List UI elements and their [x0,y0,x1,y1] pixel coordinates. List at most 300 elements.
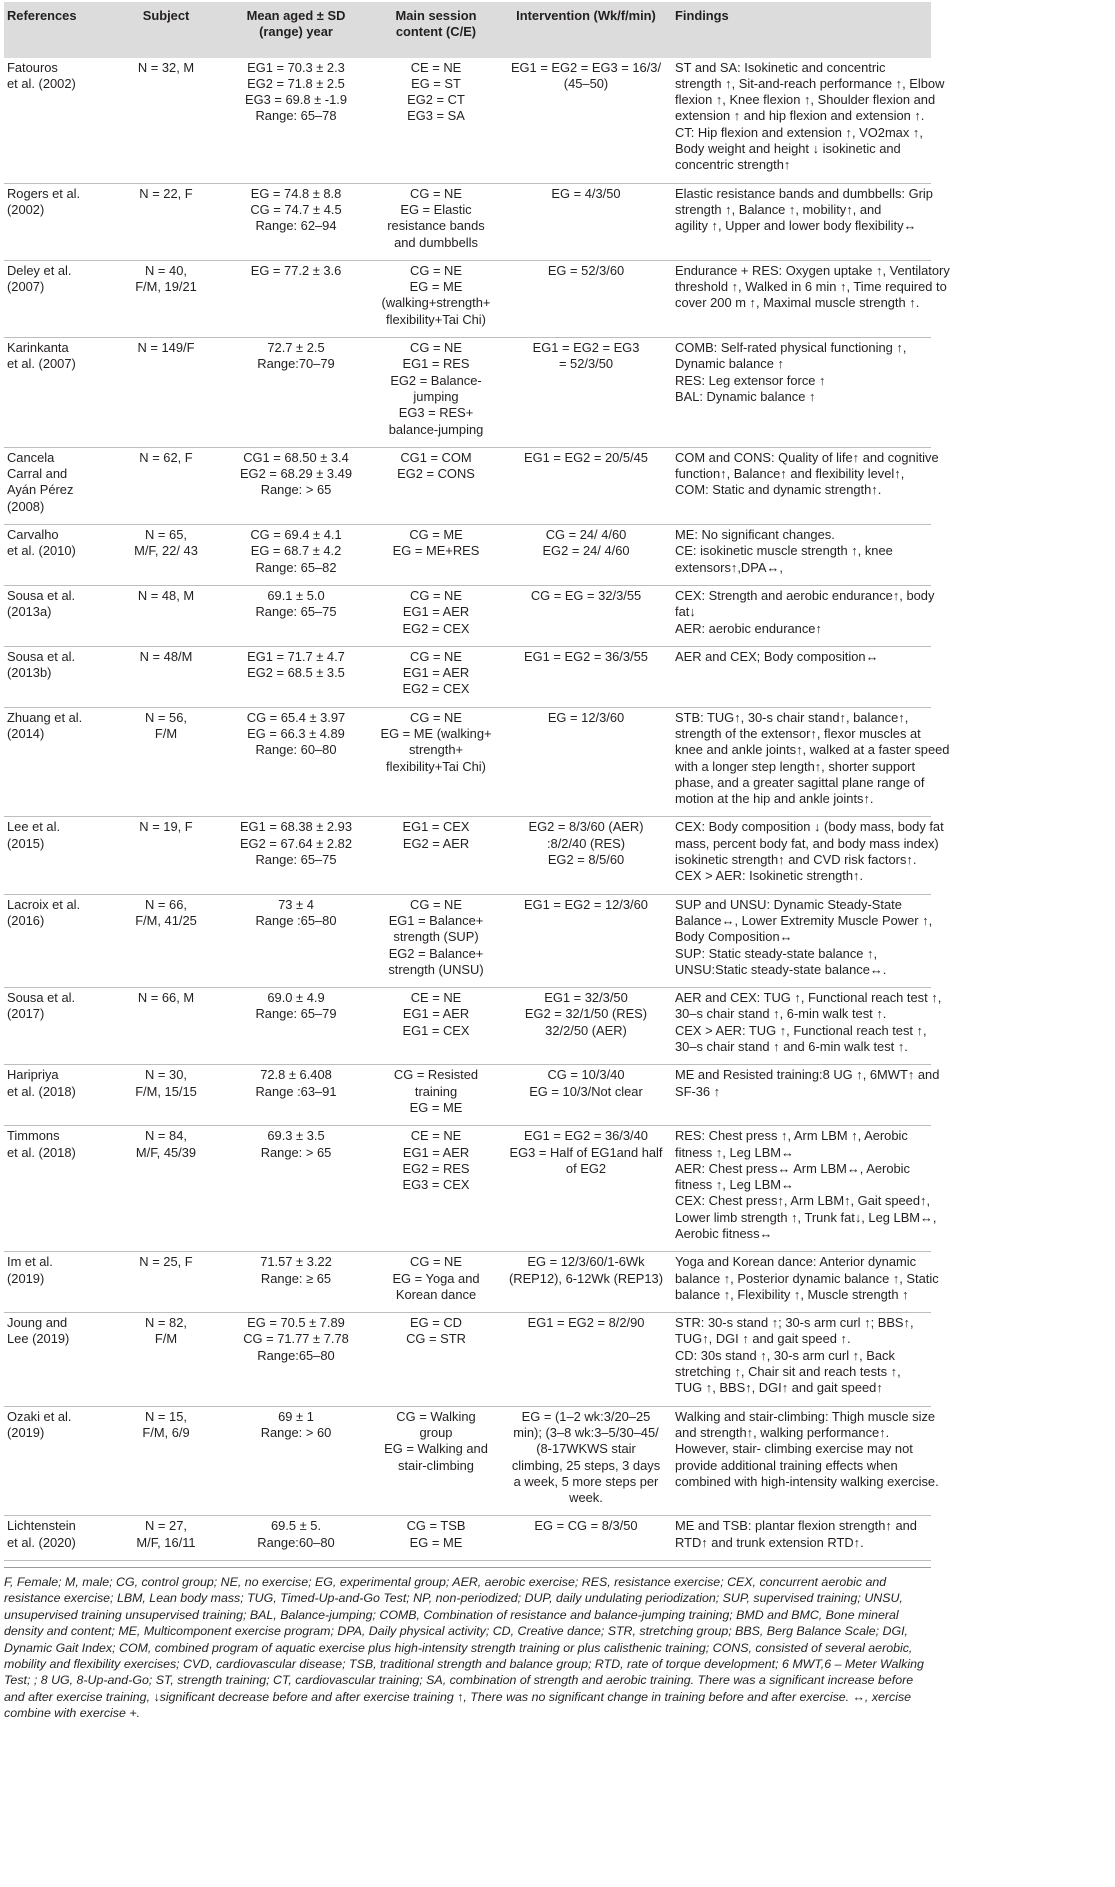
cell-age [220,1252,372,1313]
cell-age [220,58,372,184]
cell-session-line: CG = NE [410,185,462,201]
cell-references-line: Sousa et al. [7,990,76,1006]
cell-session [372,525,500,586]
cell-session [372,183,500,260]
cell-references-line: Cancela [7,449,55,465]
cell-session-line: flexibility+Tai Chi) [386,311,486,327]
cell-age-line: CG = 65.4 ± 3.97 [246,709,346,725]
cell-references-line: (2008) [7,498,45,514]
cell-findings-line: and strength↑, walking performance↑. [675,1424,890,1440]
cell-intervention [500,1516,672,1561]
cell-findings-line: isokinetic strength↑ and CVD risk factors↑. [675,852,917,868]
cell-findings [672,1065,940,1126]
cell-session-line: stair-climbing [398,1457,474,1473]
cell-session [372,817,500,894]
cell-session-line: EG3 = SA [407,108,465,124]
cell-session-line: balance-jumping [388,421,484,437]
cell-age [220,1313,372,1406]
cell-age [220,707,372,817]
cell-findings-line: Aerobic fitness↔ [675,1226,773,1241]
cell-intervention [500,1252,672,1313]
cell-findings-line: ST and SA: Isokinetic and concentric [675,59,886,75]
cell-intervention-line: EG2 = 32/1/50 (RES) [524,1006,648,1022]
cell-intervention-line: EG = 52/3/60 [547,262,625,278]
cell-age-line: EG = 68.7 ± 4.2 [250,543,342,559]
cell-subject-line: N = 15, [145,1408,187,1424]
cell-subject-line: M/F, 16/11 [136,1534,196,1550]
cell-age [220,260,372,337]
cell-session-line: CG = ME [409,527,463,543]
cell-intervention-line: EG = 4/3/50 [551,185,621,201]
cell-intervention-line: EG = (1–2 wk:3/20–25 [521,1408,651,1424]
table-body [4,58,950,1561]
cell-session [372,894,500,987]
cell-session-line: EG1 = AER [402,665,470,681]
cell-subject [112,447,220,524]
cell-findings-line: function↑, Balance↑ and flexibility level↑, [675,466,905,482]
cell-references-line: Sousa et al. [7,587,76,603]
cell-session-line: CG = Walking [396,1408,476,1424]
table-row [4,988,931,1065]
cell-findings-line: TUG↑, DGI ↑ and gait speed ↑. [675,1331,851,1347]
cell-session-line: and dumbbells [394,234,478,250]
cell-session-line: EG2 = CONS [397,466,475,482]
cell-findings-line: CEX: Chest press↑, Arm LBM↑, Gait speed↑, [675,1193,931,1209]
cell-session [372,338,500,448]
cell-session [372,707,500,817]
cell-intervention-line: EG2 = 8/3/60 (AER) [528,819,644,835]
cell-references [4,260,112,337]
cell-findings-line: phase, and a greater sagittal plane range of [675,774,925,790]
cell-findings-line: Body Composition↔ [675,929,793,945]
cell-subject-line: N = 40, [145,262,187,278]
cell-references-line: (2016) [7,912,45,928]
cell-findings-line: balance ↑, Posterior dynamic balance ↑, Static [675,1270,939,1286]
cell-session-line: jumping [413,388,459,404]
header-intervention: Intervention (Wk/f/min) [516,8,656,23]
cell-findings-line: AER and CEX: TUG ↑, Functional reach test ↑, [675,990,942,1006]
cell-session [372,585,500,646]
cell-subject-line: N = 48/M [139,648,193,664]
cell-subject-line: F/M, 19/21 [135,279,197,295]
cell-session-line: EG = Walking and [384,1441,488,1457]
cell-subject-line: M/F, 22/ 43 [134,543,198,559]
cell-intervention-line: EG = 12/3/60/1-6Wk [527,1254,645,1270]
cell-references-line: et al. (2007) [7,356,76,372]
cell-session [372,58,500,184]
cell-subject [112,1313,220,1406]
cell-session [372,1065,500,1126]
cell-intervention-line: (REP12), 6-12Wk (REP13) [508,1270,663,1286]
cell-age-line: 69.1 ± 5.0 [267,587,325,603]
header-subject: Subject [142,8,190,23]
cell-findings-line: strength ↑, Balance ↑, mobility↑, and [675,201,882,217]
cell-findings [672,1313,931,1406]
cell-intervention-line: min); (3–8 wk:3–5/30–45/ [513,1424,659,1440]
cell-age-line: 69.5 ± 5. [270,1518,322,1534]
cell-references-line: Carvalho [7,527,59,543]
cell-age-line: EG2 = 67.64 ± 2.82 [239,835,353,851]
cell-session-line: CG = NE [410,587,462,603]
cell-session-line: EG1 = AER [402,1006,470,1022]
cell-session-line: EG3 = RES+ [398,405,474,421]
cell-findings-line: stretching ↑, Chair sit and reach tests ↑, [675,1364,901,1380]
cell-findings-line: 30–s chair stand ↑, 6-min walk test ↑. [675,1006,887,1022]
cell-age-line: EG1 = 70.3 ± 2.3 [247,59,345,75]
cell-subject [112,1516,220,1561]
cell-findings-line: motion at the hip and ankle joints↑. [675,791,874,807]
cell-subject-line: F/M, 15/15 [135,1083,197,1099]
cell-findings-line: CEX > AER: Isokinetic strength↑. [675,868,864,884]
cell-references [4,1065,112,1126]
studies-table [4,2,950,1561]
cell-age-line: Range:65–80 [257,1347,335,1363]
cell-findings-line: flexion ↑, Knee flexion ↑, Shoulder flexion and [675,92,936,108]
cell-findings-line: SUP and UNSU: Dynamic Steady-State [675,896,902,912]
cell-intervention [500,58,672,184]
cell-findings-line: COMB: Self-rated physical functioning ↑, [675,340,907,356]
cell-session [372,1126,500,1252]
cell-references-line: (2019) [7,1424,45,1440]
cell-references-line: Sousa et al. [7,648,76,664]
cell-session-line: training [414,1083,458,1099]
cell-intervention-line: :8/2/40 (RES) [546,835,626,851]
table-row [4,1516,931,1561]
cell-findings [672,260,950,337]
cell-references-line: et al. (2018) [7,1083,76,1099]
cell-subject [112,1065,220,1126]
cell-subject [112,988,220,1065]
cell-intervention [500,183,672,260]
cell-session [372,1516,500,1561]
cell-subject-line: N = 149/F [137,340,195,356]
cell-session-line: CG = STR [406,1331,466,1347]
cell-age-line: Range:60–80 [257,1534,335,1550]
cell-age-line: EG2 = 68.5 ± 3.5 [247,665,345,681]
cell-findings-line: CD: 30s stand ↑, 30-s arm curl ↑, Back [675,1347,895,1363]
cell-findings-line: cover 200 m ↑, Maximal muscle strength ↑. [675,295,920,311]
cell-intervention-line: EG = 10/3/Not clear [529,1083,643,1099]
cell-findings [672,1252,939,1313]
cell-references [4,1406,112,1516]
cell-references [4,58,112,184]
cell-session-line: EG = ME [409,279,463,295]
cell-session [372,260,500,337]
cell-references-line: Lee et al. [7,819,61,835]
cell-session-line: CE = NE [410,990,462,1006]
cell-intervention [500,894,672,987]
cell-findings [672,338,931,448]
cell-intervention-line: = 52/3/50 [558,356,614,372]
cell-intervention-line: of EG2 [565,1160,607,1176]
cell-intervention-line: EG1 = EG2 = 12/3/60 [524,896,648,912]
cell-findings [672,1516,931,1561]
cell-findings-line: ME and TSB: plantar flexion strength↑ and [675,1518,917,1534]
cell-findings-line: 30–s chair stand ↑ and 6-min walk test ↑. [675,1039,908,1055]
cell-subject-line: N = 56, [145,709,187,725]
cell-findings [672,988,942,1065]
cell-findings-line: agility ↑, Upper and lower body flexibility↔ [675,218,917,234]
cell-session-line: EG = Yoga and [392,1270,480,1286]
cell-age-line: Range: 65–75 [255,604,337,620]
cell-references-line: (2007) [7,279,45,295]
cell-age-line: EG = 66.3 ± 4.89 [247,725,345,741]
cell-findings-line: Body weight and height ↓ isokinetic and [675,141,901,157]
cell-references-line: Zhuang et al. [7,709,83,725]
cell-age-line: Range: 65–75 [255,852,337,868]
cell-subject-line: N = 66, [145,896,187,912]
cell-session-line: EG2 = Balance+ [388,945,484,961]
cell-session-line: Korean dance [395,1286,477,1302]
cell-references [4,646,112,707]
cell-session-line: EG = Elastic [400,201,472,217]
cell-findings-line: CEX: Body composition ↓ (body mass, body fat [675,819,944,835]
table-row [4,338,931,448]
cell-findings [672,707,950,817]
cell-session [372,1406,500,1516]
header-findings: Findings [675,8,729,23]
cell-findings [672,447,939,524]
cell-subject [112,646,220,707]
cell-references-line: Lichtenstein [7,1518,76,1534]
cell-findings [672,585,935,646]
cell-age [220,894,372,987]
cell-references [4,707,112,817]
cell-age [220,1516,372,1561]
cell-references [4,183,112,260]
cell-intervention-line: CG = 10/3/40 [547,1067,625,1083]
cell-references-line: Lee (2019) [7,1331,70,1347]
cell-session-line: EG1 = AER [402,604,470,620]
cell-subject [112,894,220,987]
cell-findings [672,646,931,707]
cell-references-line: (2013a) [7,604,52,620]
cell-findings-line: BAL: Dynamic balance ↑ [675,388,816,404]
cell-references [4,585,112,646]
cell-session-line: CG = NE [410,1254,462,1270]
cell-subject [112,1252,220,1313]
cell-age-line: Range: > 65 [260,482,332,498]
cell-findings-line: extension ↑ and hip flexion and extension ↑. [675,108,925,124]
cell-findings-line: concentric strength↑ [675,157,791,173]
cell-session [372,1313,500,1406]
cell-age-line: EG = 77.2 ± 3.6 [250,262,342,278]
cell-session-line: strength+ [408,742,464,758]
cell-age-line: 69.3 ± 3.5 [267,1128,325,1144]
cell-session [372,447,500,524]
cell-references [4,1313,112,1406]
cell-subject [112,585,220,646]
table-row [4,1406,931,1516]
cell-findings-line: UNSU:Static steady-state balance↔. [675,961,887,977]
cell-references [4,447,112,524]
cell-findings-line: threshold ↑, Walked in 6 min ↑, Time required to [675,279,947,295]
cell-age-line: 71.57 ± 3.22 [260,1254,332,1270]
cell-references-line: Deley et al. [7,262,72,278]
cell-references-line: (2013b) [7,665,52,681]
cell-findings-line: ME and Resisted training:8 UG ↑, 6MWT↑ and [675,1067,940,1083]
cell-subject-line: N = 32, M [137,59,195,75]
cell-findings-line: SUP: Static steady-state balance ↑, [675,945,878,961]
cell-intervention-line: EG3 = Half of EG1and half [509,1144,663,1160]
cell-age [220,447,372,524]
cell-findings [672,1126,937,1252]
cell-session-line: strength (SUP) [393,929,479,945]
cell-findings-line: strength ↑, Sit-and-reach performance ↑, Elbow [675,75,945,91]
cell-session-line: CG = NE [410,262,462,278]
cell-intervention [500,525,672,586]
cell-session-line: EG2 = RES [402,1160,470,1176]
cell-age-line: EG = 70.5 ± 7.89 [247,1315,345,1331]
cell-subject-line: N = 48, M [137,587,195,603]
cell-subject-line: N = 84, [145,1128,187,1144]
cell-subject-line: N = 30, [145,1067,187,1083]
cell-subject [112,338,220,448]
cell-intervention [500,1406,672,1516]
cell-findings-line: SF-36 ↑ [675,1083,721,1099]
cell-findings-line: combined with high-intensity walking exercise. [675,1473,939,1489]
cell-references-line: Ayán Pérez [7,482,74,498]
table-row [4,183,931,260]
cell-subject-line: N = 65, [145,527,187,543]
cell-references [4,1126,112,1252]
cell-findings [672,1406,939,1516]
cell-intervention [500,646,672,707]
cell-intervention-line: (8-17WKWS stair [536,1441,636,1457]
cell-references-line: Lacroix et al. [7,896,81,912]
cell-references-line: et al. (2018) [7,1144,76,1160]
cell-session-line: EG1 = CEX [402,819,470,835]
cell-references-line: (2014) [7,725,45,741]
cell-subject-line: N = 66, M [137,990,195,1006]
cell-age-line: 72.8 ± 6.408 [260,1067,332,1083]
cell-findings-line: AER: Chest press↔ Arm LBM↔, Aerobic [675,1160,910,1176]
cell-references [4,894,112,987]
cell-findings-line: CEX: Strength and aerobic endurance↑, body [675,587,935,603]
cell-age-line: 69 ± 1 [278,1408,314,1424]
cell-references-line: et al. (2002) [7,75,76,91]
cell-intervention-line: EG1 = EG2 = EG3 [532,340,640,356]
cell-age-line: Range: > 60 [260,1424,332,1440]
cell-session-line: CG1 = COM [400,449,472,465]
cell-findings-line: RTD↑ and trunk extension RTD↑. [675,1534,864,1550]
cell-age-line: Range: 60–80 [255,742,337,758]
cell-session-line: (walking+strength+ [381,295,491,311]
cell-subject-line: N = 82, [145,1315,187,1331]
cell-references-line: et al. (2010) [7,543,76,559]
cell-age-line: CG = 74.7 ± 4.5 [250,201,342,217]
cell-findings-line: fitness ↑, Leg LBM↔ [675,1177,794,1193]
cell-subject-line: N = 27, [145,1518,187,1534]
cell-subject-line: N = 22, F [139,185,193,201]
cell-findings-line: Elastic resistance bands and dumbbells: Grip [675,185,933,201]
cell-intervention-line: a week, 5 more steps per [513,1473,659,1489]
cell-references-line: (2002) [7,201,45,217]
cell-references-line: Ozaki et al. [7,1408,72,1424]
cell-intervention-line: climbing, 25 steps, 3 days [511,1457,661,1473]
cell-session-line: EG2 = CT [407,92,465,108]
cell-age [220,988,372,1065]
cell-age [220,585,372,646]
cell-intervention-line: (45–50) [563,75,609,91]
cell-age-line: Range: 65–82 [255,559,337,575]
cell-intervention-line: EG = CG = 8/3/50 [534,1518,638,1534]
cell-age-line: Range: 65–78 [255,108,337,124]
cell-references [4,525,112,586]
cell-findings-line: strength of the extensor↑, flexor muscles at [675,725,921,741]
cell-findings-line: CEX > AER: TUG ↑, Functional reach test ↑, [675,1022,927,1038]
cell-findings-line: COM: Static and dynamic strength↑. [675,482,882,498]
cell-session [372,1252,500,1313]
cell-age-line: EG1 = 71.7 ± 4.7 [247,648,345,664]
cell-subject [112,1406,220,1516]
cell-session-line: EG1 = Balance+ [388,912,484,928]
cell-subject [112,1126,220,1252]
cell-age [220,1065,372,1126]
cell-subject-line: F/M [154,1331,178,1347]
cell-intervention-line: EG1 = EG2 = 36/3/55 [524,648,648,664]
cell-age-line: EG3 = 69.8 ± -1.9 [244,92,348,108]
cell-references-line: Fatouros [7,59,58,75]
cell-intervention [500,817,672,894]
cell-session-line: resistance bands [387,218,485,234]
cell-age [220,338,372,448]
cell-age-line: EG2 = 68.29 ± 3.49 [239,466,353,482]
cell-session-line: EG = ME (walking+ [380,725,492,741]
cell-subject [112,525,220,586]
cell-subject [112,183,220,260]
table-row [4,817,931,894]
cell-subject-line: N = 19, F [139,819,193,835]
table-header-row [4,2,931,58]
table-row [4,1065,931,1126]
table-row [4,260,931,337]
cell-session-line: CG = TSB [406,1518,466,1534]
cell-subject [112,260,220,337]
cell-subject-line: N = 25, F [139,1254,193,1270]
cell-age-line: 72.7 ± 2.5 [267,340,325,356]
cell-session-line: EG = CD [410,1315,462,1331]
cell-intervention-line: EG1 = EG2 = EG3 = 16/3/ [510,59,662,75]
cell-findings-line: STB: TUG↑, 30-s chair stand↑, balance↑, [675,709,909,725]
cell-intervention [500,447,672,524]
cell-age-line: Range:70–79 [257,356,335,372]
cell-references-line: (2019) [7,1270,45,1286]
cell-age-line: CG1 = 68.50 ± 3.4 [243,449,349,465]
cell-subject-line: N = 62, F [139,449,193,465]
cell-findings-line: RES: Chest press ↑, Arm LBM ↑, Aerobic [675,1128,908,1144]
cell-subject [112,58,220,184]
cell-findings-line: CT: Hip flexion and extension ↑, VO2max ↑, [675,124,923,140]
cell-findings-line: RES: Leg extensor force ↑ [675,372,826,388]
cell-references-line: Im et al. [7,1254,53,1270]
cell-subject-line: M/F, 45/39 [135,1144,197,1160]
cell-intervention [500,707,672,817]
cell-age-line: Range: 62–94 [255,218,337,234]
table-footnote: F, Female; M, male; CG, control group; NE, no exercise; EG, experimental group; AER, aerobic exercise; RES, resistance exercise; CEX, concurrent aerobic and resistance exercise; LBM, Lean body mass; TUG, Timed-Up-and-Go Test; NP, non-periodized; DUP, daily undulating periodization; SUP, supervised training; UNSU, unsupervised training unsupervised training; BAL, Balance-jumping; COMB, Combination of resistance and balance-jumping training; BMD and BMC, Bone mineral density and content; ME, Multicomponent exercise program; DPA, Daily physical activity; CD, Creative dance; STR, stretching group; BBS, Berg Balance Scale; DGI, Dynamic Gait Index; COM, combined program of aquatic exercise plus high-intensity strength training or plus calisthenic training; CONS, consisted of several aerobic, mobility and flexibility exercises; CVD, cardiovascular disease; TSB, traditional strength and balance group; RTD, rate of torque development; 6 MWT,6 – Meter Walking Test; ; 8 UG, 8-Up-and-Go; ST, strength training; CT, cardiovascular training; SA, combination of strength and aerobic training. There was a significant increase before and after exercise training, ↓significant decrease before and after exercise training ↑, There was no significant change in training before and after exercise. ↔, xercise combine with exercise +. [4,1567,931,1722]
cell-age [220,183,372,260]
cell-findings-line: fat↓ [675,604,696,620]
cell-references-line: Rogers et al. [7,185,81,201]
cell-findings-line: ME: No significant changes. [675,527,835,543]
cell-session-line: EG = ST [411,75,461,91]
cell-findings-line: Endurance + RES: Oxygen uptake ↑, Ventilatory [675,262,950,278]
cell-intervention [500,585,672,646]
cell-findings-line: with a longer step length↑, shorter support [675,758,916,774]
cell-intervention [500,1065,672,1126]
cell-references-line: Haripriya [7,1067,59,1083]
cell-session-line: strength (UNSU) [388,961,484,977]
